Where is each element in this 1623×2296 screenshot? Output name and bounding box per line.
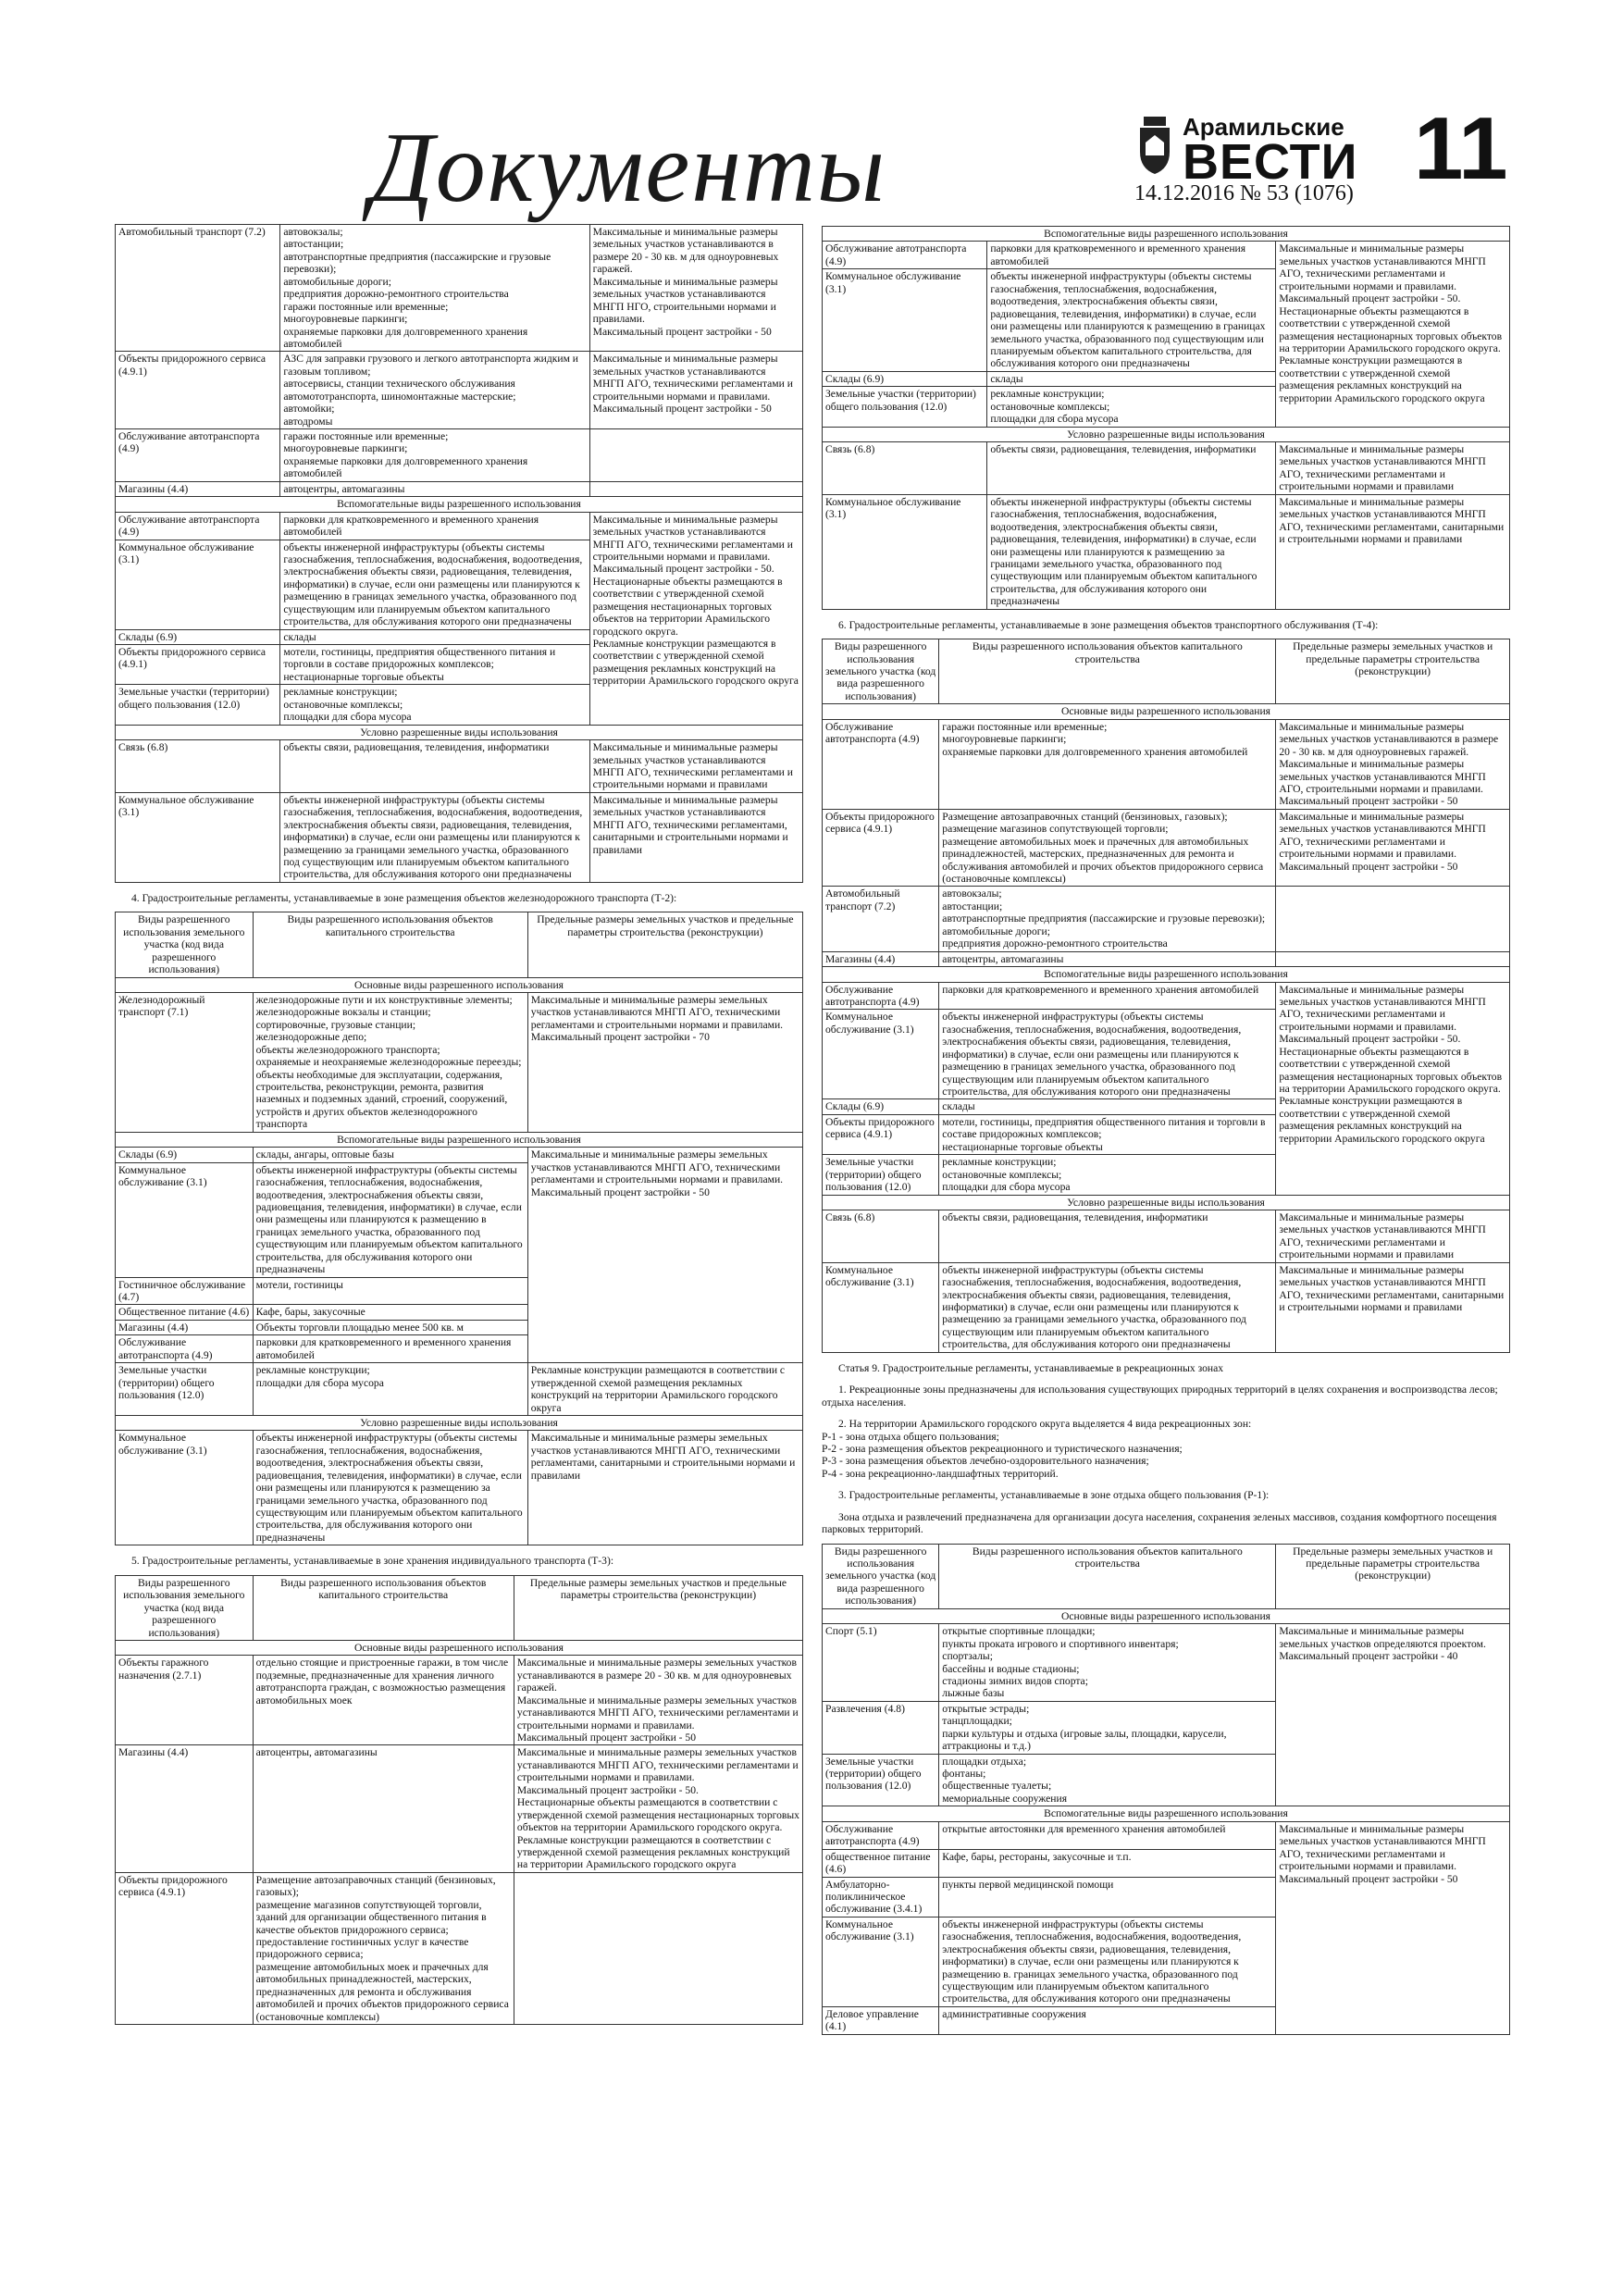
table-row bbox=[823, 719, 1510, 809]
objects: склады bbox=[280, 629, 589, 644]
use-type: Земельные участки (территории) общего пользования (12.0) bbox=[823, 387, 987, 427]
column-header: Предельные размеры земельных участков и предельные параметры строительства (реконструкции) bbox=[1276, 1544, 1510, 1608]
objects: мотели, гостиницы, предприятия общественного питания и торговли в составе придорожных комплексов; нестационарные торговые объекты bbox=[280, 645, 589, 685]
use-type: Склады (6.9) bbox=[116, 1148, 254, 1162]
params: Максимальные и минимальные размеры земельных участков устанавливаются МНГП АГО, техническими регламентами и строительными нормами и правилами bbox=[1276, 1210, 1510, 1262]
use-type: Обслуживание автотранспорта (4.9) bbox=[823, 982, 939, 1010]
objects: парковки для кратковременного и временного хранения автомобилей bbox=[280, 512, 589, 540]
use-type: Объекты придорожного сервиса (4.9.1) bbox=[116, 1872, 254, 2024]
params: Максимальные и минимальные размеры земельных участков устанавливаются в размере 20 - 30 кв. м для одноуровневых гаражей. Максимальные и минимальные размеры земельных участков устанавливаются МНГП АГО, техническими регламентами и строительными нормами и правилами. Максимальный процент застройки - 50 bbox=[514, 1656, 802, 1745]
column-header: Предельные размеры земельных участков и предельные параметры строительства (реконструкции) bbox=[514, 1575, 802, 1640]
objects: открытые автостоянки для временного хранения автомобилей bbox=[939, 1821, 1276, 1849]
table-row bbox=[823, 1624, 1510, 1702]
objects: парковки для кратковременного и временного хранения автомобилей bbox=[987, 242, 1276, 269]
objects: рекламные конструкции; остановочные комплексы; площадки для сбора мусора bbox=[280, 685, 589, 725]
use-type: Магазины (4.4) bbox=[116, 1320, 254, 1334]
section-label: Условно разрешенные виды использования bbox=[116, 725, 803, 739]
params: Максимальные и минимальные размеры земельных участков устанавливаются МНГП АГО, техническими регламентами и строительными нормами и правилами bbox=[1276, 442, 1510, 495]
params: Максимальные и минимальные размеры земельных участков устанавливаются МНГП АГО, техническими регламентами и строительными нормами и правилами. Максимальный процент застройки - 50. Нестационарные объекты размещаются в соответствии с утвержденной схемой размещения нестационарных торговых объектов на территории Арамильского городского округа. Рекламные конструкции размещаются в соответствии с утвержденной схемой размещения рекламных конструкций на территории Арамильского городского округа bbox=[514, 1745, 802, 1872]
section-row bbox=[823, 1806, 1510, 1821]
objects: объекты связи, радиовещания, телевидения, информатики bbox=[939, 1210, 1276, 1262]
table-row bbox=[116, 512, 803, 540]
section-row bbox=[823, 1608, 1510, 1623]
column-header: Виды разрешенного использования земельного участка (код вида разрешенного использования) bbox=[116, 912, 254, 977]
use-type: Амбулаторно-поликлиническое обслуживание (3.4.1) bbox=[823, 1877, 939, 1917]
objects: рекламные конструкции; остановочные комплексы; площадки для сбора мусора bbox=[939, 1155, 1276, 1195]
table-row bbox=[116, 1148, 803, 1162]
objects: мотели, гостиницы bbox=[253, 1277, 527, 1305]
params: Максимальные и минимальные размеры земельных участков устанавливаются МНГП АГО, техническими регламентами, санитарными и строительными нормами и правилами bbox=[1276, 494, 1510, 609]
use-type: Коммунальное обслуживание (3.1) bbox=[823, 1262, 939, 1352]
section-row bbox=[823, 704, 1510, 719]
use-type: Коммунальное обслуживание (3.1) bbox=[823, 494, 987, 609]
column-header: Виды разрешенного использования земельного участка (код вида разрешенного использования) bbox=[823, 1544, 939, 1608]
header-row bbox=[116, 912, 803, 977]
objects: автоцентры, автомагазины bbox=[939, 951, 1276, 966]
objects: железнодорожные пути и их конструктивные элементы; железнодорожные вокзалы и станции; сортировочные, грузовые станции; железнодорожные депо; объекты железнодорожного транспорта; охраняемые и неохраняемые железнодорожные переезды; объекты необходимые для эксплуатации, содержания, строительства, реконструкции, ремонта, развития наземных и подземных зданий, строений, сооружений, устройств и других объектов железнодорожного транспорта bbox=[253, 992, 527, 1132]
params: Максимальные и минимальные размеры земельных участков устанавливаются МНГП АГО, техническими регламентами и строительными нормами и правилами. Максимальный процент застройки - 50 bbox=[1276, 1821, 1510, 2034]
table-row bbox=[116, 792, 803, 882]
objects: объекты связи, радиовещания, телевидения, информатики bbox=[280, 740, 589, 793]
paragraph-t2: 4. Градостроительные регламенты, устанавливаемые в зоне размещения объектов железнодорожного транспорта (Т-2): bbox=[131, 891, 677, 904]
use-type: Коммунальное обслуживание (3.1) bbox=[116, 540, 280, 629]
right-column bbox=[822, 226, 1510, 2035]
column-header: Виды разрешенного использования объектов капитального строительства bbox=[939, 639, 1276, 704]
use-type: Объекты придорожного сервиса (4.9.1) bbox=[116, 352, 280, 429]
objects: открытые эстрады; танцплощадки; парки культуры и отдыха (игровые залы, площадки, карусели, аттракционы и т.д.) bbox=[939, 1701, 1276, 1754]
use-type: Обслуживание автотранспорта (4.9) bbox=[823, 719, 939, 809]
use-type: Связь (6.8) bbox=[116, 740, 280, 793]
objects: открытые спортивные площадки; пункты проката игрового и спортивного инвентаря; спортзалы; бассейны и водные стадионы; стадионы зимних видов спорта; лыжные базы bbox=[939, 1624, 1276, 1702]
table-row bbox=[823, 982, 1510, 1010]
use-type: Развлечения (4.8) bbox=[823, 1701, 939, 1754]
section-label: Условно разрешенные виды использования bbox=[823, 427, 1510, 441]
use-type: Обслуживание автотранспорта (4.9) bbox=[116, 512, 280, 540]
use-type: Склады (6.9) bbox=[116, 629, 280, 644]
params bbox=[514, 1872, 802, 2024]
objects: АЗС для заправки грузового и легкого автотранспорта жидким и газовым топливом; автосервисы, станции технического обслуживания автомототранспорта, шиномонтажные мастерские; автомойки; автодромы bbox=[280, 352, 589, 429]
objects: объекты инженерной инфраструктуры (объекты системы газоснабжения, теплоснабжения, водоснабжения, водоотведения, электроснабжения объекты связи, радиовещания, телевидения, информатики) в случае, если они размещены или планируются к размещению за границами земельного участка, образованного под существующим или планируемым объектом капитального строительства, для обслуживания которого они предназначены bbox=[987, 494, 1276, 609]
paragraph-t4: 6. Градостроительные регламенты, устанавливаемые в зоне размещения объектов транспортного обслуживания (Т-4): bbox=[838, 618, 1379, 631]
params bbox=[1276, 951, 1510, 966]
recreation-para-4: Зона отдыха и развлечений предназначена для организации досуга населения, сохранения зеленых массивов, создания комфортного посещения парковых территорий. bbox=[822, 1510, 1497, 1536]
params: Максимальные и минимальные размеры земельных участков устанавливаются МНГП АГО, техническими регламентами, санитарными и строительными нормами и правилами bbox=[589, 792, 802, 882]
column-header: Предельные размеры земельных участков и предельные параметры строительства (реконструкции) bbox=[1276, 639, 1510, 704]
column-header: Виды разрешенного использования объектов капитального строительства bbox=[253, 1575, 514, 1640]
params: Максимальные и минимальные размеры земельных участков устанавливаются МНГП АГО, техническими регламентами и строительными нормами и правилами. Максимальный процент застройки - 50 bbox=[527, 1148, 802, 1363]
table-row bbox=[116, 1872, 803, 2024]
objects: склады bbox=[987, 371, 1276, 386]
objects: склады bbox=[939, 1099, 1276, 1114]
page-number: 11 bbox=[1414, 99, 1508, 198]
use-type: Обслуживание автотранспорта (4.9) bbox=[116, 1335, 254, 1363]
section-row bbox=[823, 967, 1510, 982]
objects: Кафе, бары, закусочные bbox=[253, 1305, 527, 1320]
objects: объекты инженерной инфраструктуры (объекты системы газоснабжения, теплоснабжения, водоснабжения, водоотведения, электроснабжения объекты связи, радиовещания, телевидения, информатики) в случае, если они размещены или планируются к размещению в границах земельного участка, образованного под существующим или планируемым объектом капитального строительства, для обслуживания которого они предназначены bbox=[939, 1010, 1276, 1099]
section-label: Вспомогательные виды разрешенного использования bbox=[116, 1132, 803, 1147]
use-type: Общественное питание (4.6) bbox=[116, 1305, 254, 1320]
table-t3 bbox=[115, 1575, 803, 2025]
table-row bbox=[116, 1656, 803, 1745]
use-type: Обслуживание автотранспорта (4.9) bbox=[823, 1821, 939, 1849]
paragraph-t3: 5. Градостроительные регламенты, устанавливаемые в зоне хранения индивидуального транспорта (Т-3): bbox=[131, 1555, 614, 1568]
column-header: Предельные размеры земельных участков и предельные параметры строительства (реконструкции) bbox=[527, 912, 802, 977]
objects: Размещение автозаправочных станций (бензиновых, газовых); размещение магазинов сопутствующей торговли; размещение автомобильных моек и прачечных для автомобильных принадлежностей, мастерских, предназначенных для ремонта и обслуживания автомобилей и прочих объектов придорожного сервиса (остановочные комплексы) bbox=[939, 809, 1276, 887]
objects: рекламные конструкции; площадки для сбора мусора bbox=[253, 1363, 527, 1416]
use-type: Объекты гаражного назначения (2.7.1) bbox=[116, 1656, 254, 1745]
objects: склады, ангары, оптовые базы bbox=[253, 1148, 527, 1162]
section-label: Вспомогательные виды разрешенного использования bbox=[823, 1806, 1510, 1821]
table-row bbox=[823, 442, 1510, 495]
objects: автоцентры, автомагазины bbox=[280, 481, 589, 496]
params: Максимальные и минимальные размеры земельных участков устанавливаются МНГП АГО, техническими регламентами, санитарными и строительными нормами и правилами bbox=[527, 1431, 802, 1545]
params bbox=[589, 481, 802, 496]
objects: пункты первой медицинской помощи bbox=[939, 1877, 1276, 1917]
use-type: Коммунальное обслуживание (3.1) bbox=[116, 792, 280, 882]
table-row bbox=[116, 1745, 803, 1872]
table-t1-continued bbox=[115, 224, 803, 883]
use-type: Железнодорожный транспорт (7.1) bbox=[116, 992, 254, 1132]
params bbox=[589, 429, 802, 482]
params: Максимальные и минимальные размеры земельных участков устанавливаются МНГП АГО, техническими регламентами и строительными нормами и правилами. Максимальный процент застройки - 50. Нестационарные объекты размещаются в соответствии с утвержденной схемой размещения нестационарных торговых объектов на территории Арамильского городского округа. Рекламные конструкции размещаются в соответствии с утвержденной схемой размещения рекламных конструкций на территории Арамильского городского округа bbox=[589, 512, 802, 725]
params: Максимальные и минимальные размеры земельных участков устанавливаются в размере 20 - 30 кв. м для одноуровневых гаражей. Максимальные и минимальные размеры земельных участков устанавливаются МНГП АГО, строительными нормами и правилами. Максимальный процент застройки - 50 bbox=[1276, 719, 1510, 809]
objects: административные сооружения bbox=[939, 2006, 1276, 2034]
section-row bbox=[116, 1640, 803, 1655]
use-type: Обслуживание автотранспорта (4.9) bbox=[116, 429, 280, 482]
table-row bbox=[823, 494, 1510, 609]
section-label: Условно разрешенные виды использования bbox=[116, 1415, 803, 1430]
use-type: Коммунальное обслуживание (3.1) bbox=[823, 269, 987, 372]
params bbox=[1276, 887, 1510, 951]
table-row bbox=[116, 481, 803, 496]
use-type: Магазины (4.4) bbox=[116, 1745, 254, 1872]
params: Максимальные и минимальные размеры земельных участков устанавливаются МНГП АГО, техническими регламентами и строительными нормами и правилами. Максимальный процент застройки - 50 bbox=[1276, 809, 1510, 887]
table-t2 bbox=[115, 912, 803, 1545]
table-row bbox=[116, 1431, 803, 1545]
objects: объекты инженерной инфраструктуры (объекты системы газоснабжения, теплоснабжения, водоснабжения, водоотведения, электроснабжения объекты связи, радиовещания, телевидения, информатики) в случае, если они размещены или планируются к размещению в границах земельного участка, образованного под существующим или планируемым объектом капитального строительства, для обслуживания которого они предназначены bbox=[253, 1162, 527, 1277]
article-9-title: Статья 9. Градостроительные регламенты, устанавливаемые в рекреационных зонах bbox=[838, 1361, 1224, 1374]
use-type: Деловое управление (4.1) bbox=[823, 2006, 939, 2034]
use-type: Земельные участки (территории) общего пользования (12.0) bbox=[823, 1754, 939, 1806]
params: Максимальные и минимальные размеры земельных участков устанавливаются МНГП АГО, техническими регламентами и строительными нормами и правилами. Максимальный процент застройки - 70 bbox=[527, 992, 802, 1132]
table-t3-continued bbox=[822, 226, 1510, 610]
use-type: общественное питание (4.6) bbox=[823, 1849, 939, 1877]
issue-line: 14.12.2016 № 53 (1076) bbox=[1134, 181, 1354, 205]
section-row bbox=[116, 497, 803, 512]
objects: объекты инженерной инфраструктуры (объекты системы газоснабжения, теплоснабжения, водоснабжения, водоотведения, электроснабжения объекты связи, радиовещания, телевидения, информатики) в случае, если они размещены или планируются к размещению за границами земельного участка, образованного под существующим или планируемым объектом капитального строительства, для обслуживания которого они предназначены bbox=[939, 1262, 1276, 1352]
section-label: Основные виды разрешенного использования bbox=[823, 1608, 1510, 1623]
table-row bbox=[116, 429, 803, 482]
objects: отдельно стоящие и пристроенные гаражи, в том числе подземные, предназначенные для хранения личного автотранспорта граждан, с возможностью размещения автомобильных моек bbox=[253, 1656, 514, 1745]
params: Максимальные и минимальные размеры земельных участков устанавливаются МНГП АГО, техническими регламентами и строительными нормами и правилами. Максимальный процент застройки - 50. Нестационарные объекты размещаются в соответствии с утвержденной схемой размещения нестационарных торговых объектов на территории Арамильского городского округа. Рекламные конструкции размещаются в соответствии с утвержденной схемой размещения рекламных конструкций на территории Арамильского городского округа bbox=[1276, 242, 1510, 427]
section-label: Вспомогательные виды разрешенного использования bbox=[823, 967, 1510, 982]
objects: гаражи постоянные или временные; многоуровневые паркинги; охраняемые парковки для долговременного хранения автомобилей bbox=[280, 429, 589, 482]
use-type: Объекты придорожного сервиса (4.9.1) bbox=[823, 809, 939, 887]
table-row bbox=[116, 225, 803, 352]
use-type: Склады (6.9) bbox=[823, 1099, 939, 1114]
use-type: Связь (6.8) bbox=[823, 1210, 939, 1262]
table-row bbox=[823, 887, 1510, 951]
use-type: Земельные участки (территории) общего пользования (12.0) bbox=[823, 1155, 939, 1195]
table-r1 bbox=[822, 1544, 1510, 2035]
objects: объекты инженерной инфраструктуры (объекты системы газоснабжения, теплоснабжения, водоснабжения, водоотведения, электроснабжения объекты связи, радиовещания, телевидения, информатики) в случае, если они размещены или планируются к размещению в границах земельного участка, образованного под существующим или планируемым объектом капитального строительства, для обслуживания которого они предназначены bbox=[987, 269, 1276, 372]
params: Максимальные и минимальные размеры земельных участков устанавливаются в размере 20 - 30 кв. м для одноуровневых гаражей. Максимальные и минимальные размеры земельных участков устанавливаются МНГП НГО, строительными нормами и правилами. Максимальный процент застройки - 50 bbox=[589, 225, 802, 352]
objects: автоцентры, автомагазины bbox=[253, 1745, 514, 1872]
table-t4 bbox=[822, 639, 1510, 1353]
table-row bbox=[823, 242, 1510, 269]
use-type: Магазины (4.4) bbox=[116, 481, 280, 496]
recreation-para-3: 3. Градостроительные регламенты, устанавливаемые в зоне отдыха общего пользования (Р-1): bbox=[838, 1489, 1270, 1502]
params: Максимальные и минимальные размеры земельных участков устанавливаются МНГП АГО, техническими регламентами и строительными нормами и правилами. Максимальный процент застройки - 50. Нестационарные объекты размещаются в соответствии с утвержденной схемой размещения нестационарных торговых объектов на территории Арамильского городского округа. Рекламные конструкции размещаются в соответствии с утвержденной схемой размещения рекламных конструкций на территории Арамильского городского округа bbox=[1276, 982, 1510, 1195]
newspaper-logo bbox=[1134, 109, 1358, 190]
objects: Размещение автозаправочных станций (бензиновых, газовых); размещение магазинов сопутствующей торговли, зданий для организации общественного питания в качестве объектов придорожного сервиса; предоставление гостиничных услуг в качестве придорожного сервиса; размещение автомобильных моек и прачечных для автомобильных принадлежностей, мастерских, предназначенных для ремонта и обслуживания автомобилей и прочих объектов придорожного сервиса (остановочные комплексы) bbox=[253, 1872, 514, 2024]
objects: мотели, гостиницы, предприятия общественного питания и торговли в составе придорожных комплексов; нестационарные торговые объекты bbox=[939, 1114, 1276, 1154]
params: Рекламные конструкции размещаются в соответствии с утвержденной схемой размещения рекламных конструкций на территории Арамильского городского округа bbox=[527, 1363, 802, 1416]
section-row bbox=[823, 1195, 1510, 1210]
objects: гаражи постоянные или временные; многоуровневые паркинги; охраняемые парковки для долговременного хранения автомобилей bbox=[939, 719, 1276, 809]
table-row bbox=[823, 809, 1510, 887]
section-row bbox=[116, 725, 803, 739]
objects: парковки для кратковременного и временного хранения автомобилей bbox=[939, 982, 1276, 1010]
section-row bbox=[116, 1415, 803, 1430]
use-type: Гостиничное обслуживание (4.7) bbox=[116, 1277, 254, 1305]
section-label: Вспомогательные виды разрешенного использования bbox=[823, 227, 1510, 242]
use-type: Склады (6.9) bbox=[823, 371, 987, 386]
use-type: Коммунальное обслуживание (3.1) bbox=[823, 1010, 939, 1099]
table-row bbox=[823, 1210, 1510, 1262]
objects: объекты инженерной инфраструктуры (объекты системы газоснабжения, теплоснабжения, водоснабжения, водоотведения, электроснабжения объекты связи, радиовещания, телевидения, информатики) в случае, если они размещены или планируются к размещению за границами земельного участка, образованного под существующим или планируемым объектом капитального строительства, для обслуживания которого они предназначены bbox=[280, 792, 589, 882]
header-row bbox=[823, 1544, 1510, 1608]
table-row bbox=[116, 992, 803, 1132]
table-row bbox=[116, 740, 803, 793]
recreation-para-2: 2. На территории Арамильского городского округа выделяется 4 вида рекреационных зон: Р-1 - зона отдыха общего пользования; Р-2 - зона размещения объектов рекреационного и туристического назначения; Р-3 - зона размещения объектов лечебно-оздоровительного назначения; Р-4 - зона рекреационно-ландшафтных территорий. bbox=[822, 1418, 1252, 1480]
use-type: Коммунальное обслуживание (3.1) bbox=[823, 1917, 939, 2006]
use-type: Связь (6.8) bbox=[823, 442, 987, 495]
column-header: Виды разрешенного использования объектов капитального строительства bbox=[939, 1544, 1276, 1608]
section-label: Основные виды разрешенного использования bbox=[823, 704, 1510, 719]
section-label: Основные виды разрешенного использования bbox=[116, 977, 803, 992]
params: Максимальные и минимальные размеры земельных участков устанавливаются МНГП АГО, техническими регламентами и строительными нормами и правилами bbox=[589, 740, 802, 793]
column-header: Виды разрешенного использования земельного участка (код вида разрешенного использования) bbox=[823, 639, 939, 704]
section-row bbox=[823, 227, 1510, 242]
header-row bbox=[116, 1575, 803, 1640]
objects: Объекты торговли площадью менее 500 кв. м bbox=[253, 1320, 527, 1334]
brand-big: ВЕСТИ bbox=[1183, 134, 1358, 190]
left-column bbox=[115, 224, 803, 2025]
column-header: Виды разрешенного использования объектов капитального строительства bbox=[253, 912, 527, 977]
column-header: Виды разрешенного использования земельного участка (код вида разрешенного использования) bbox=[116, 1575, 254, 1640]
objects: объекты связи, радиовещания, телевидения, информатики bbox=[987, 442, 1276, 495]
section-row bbox=[116, 1132, 803, 1147]
objects: объекты инженерной инфраструктуры (объекты системы газоснабжения, теплоснабжения, водоснабжения, водоотведения, электроснабжения объекты связи, радиовещания, телевидения, информатики) в случае, если они размещены или планируются к размещению в границах земельного участка, образованного под существующим или планируемым объектом капитального строительства, для обслуживания которого они предназначены bbox=[280, 540, 589, 629]
use-type: Коммунальное обслуживание (3.1) bbox=[116, 1162, 254, 1277]
use-type: Коммунальное обслуживание (3.1) bbox=[116, 1431, 254, 1545]
table-row bbox=[823, 1262, 1510, 1352]
params: Максимальные и минимальные размеры земельных участков устанавливаются МНГП АГО, техническими регламентами и строительными нормами и правилами. Максимальный процент застройки - 50 bbox=[589, 352, 802, 429]
section-row bbox=[116, 977, 803, 992]
use-type: Земельные участки (территории) общего пользования (12.0) bbox=[116, 685, 280, 725]
use-type: Объекты придорожного сервиса (4.9.1) bbox=[823, 1114, 939, 1154]
use-type: Обслуживание автотранспорта (4.9) bbox=[823, 242, 987, 269]
params: Максимальные и минимальные размеры земельных участков устанавливаются МНГП АГО, техническими регламентами, санитарными и строительными нормами и правилами bbox=[1276, 1262, 1510, 1352]
objects: парковки для кратковременного и временного хранения автомобилей bbox=[253, 1335, 527, 1363]
objects: объекты инженерной инфраструктуры (объекты системы газоснабжения, теплоснабжения, водоснабжения, водоотведения, электроснабжения объекты связи, радиовещания, телевидения, информатики) в случае, если они размещены или планируются к размещению за границами земельного участка, образованного под существующим или планируемым объектом капитального строительства, для обслуживания которого они предназначены bbox=[253, 1431, 527, 1545]
coat-of-arms-icon bbox=[1134, 115, 1175, 176]
objects: автовокзалы; автостанции; автотранспортные предприятия (пассажирские и грузовые перевозки); автомобильные дороги; предприятия дорожно-ремонтного строительства bbox=[939, 887, 1276, 951]
table-row bbox=[823, 1821, 1510, 1849]
section-title: Документы bbox=[370, 113, 887, 223]
section-label: Вспомогательные виды разрешенного использования bbox=[116, 497, 803, 512]
section-label: Основные виды разрешенного использования bbox=[116, 1640, 803, 1655]
use-type: Автомобильный транспорт (7.2) bbox=[116, 225, 280, 352]
table-row bbox=[116, 1363, 803, 1416]
params: Максимальные и минимальные размеры земельных участков определяются проектом. Максимальный процент застройки - 40 bbox=[1276, 1624, 1510, 1806]
use-type: Магазины (4.4) bbox=[823, 951, 939, 966]
section-label: Условно разрешенные виды использования bbox=[823, 1195, 1510, 1210]
header-row bbox=[823, 639, 1510, 704]
objects: площадки отдыха; фонтаны; общественные туалеты; мемориальные сооружения bbox=[939, 1754, 1276, 1806]
table-row bbox=[823, 951, 1510, 966]
brand-small: Арамильские bbox=[1183, 113, 1344, 141]
use-type: Объекты придорожного сервиса (4.9.1) bbox=[116, 645, 280, 685]
section-row bbox=[823, 427, 1510, 441]
use-type: Автомобильный транспорт (7.2) bbox=[823, 887, 939, 951]
objects: рекламные конструкции; остановочные комплексы; площадки для сбора мусора bbox=[987, 387, 1276, 427]
recreation-para-1: 1. Рекреационные зоны предназначены для использования существующих природных территорий в целях сохранения и воспроизводства лесов; отдыха населения. bbox=[822, 1384, 1498, 1409]
objects: автовокзалы; автостанции; автотранспортные предприятия (пассажирские и грузовые перевозки); автомобильные дороги; предприятия дорожно-ремонтного строительства гаражи постоянные или временные; многоуровневые паркинги; охраняемые парковки для долговременного хранения автомобилей bbox=[280, 225, 589, 352]
objects: объекты инженерной инфраструктуры (объекты системы газоснабжения, теплоснабжения, водоснабжения, водоотведения, электроснабжения объекты связи, радиовещания, телевидения, информатики) в случае, если они размещены или планируются к размещению в. границах земельного участка, образованного под существующим или планируемым объектом капитального строительства, для обслуживания которого они предназначены bbox=[939, 1917, 1276, 2006]
objects: Кафе, бары, рестораны, закусочные и т.п. bbox=[939, 1849, 1276, 1877]
use-type: Земельные участки (территории) общего пользования (12.0) bbox=[116, 1363, 254, 1416]
table-row bbox=[116, 352, 803, 429]
use-type: Спорт (5.1) bbox=[823, 1624, 939, 1702]
